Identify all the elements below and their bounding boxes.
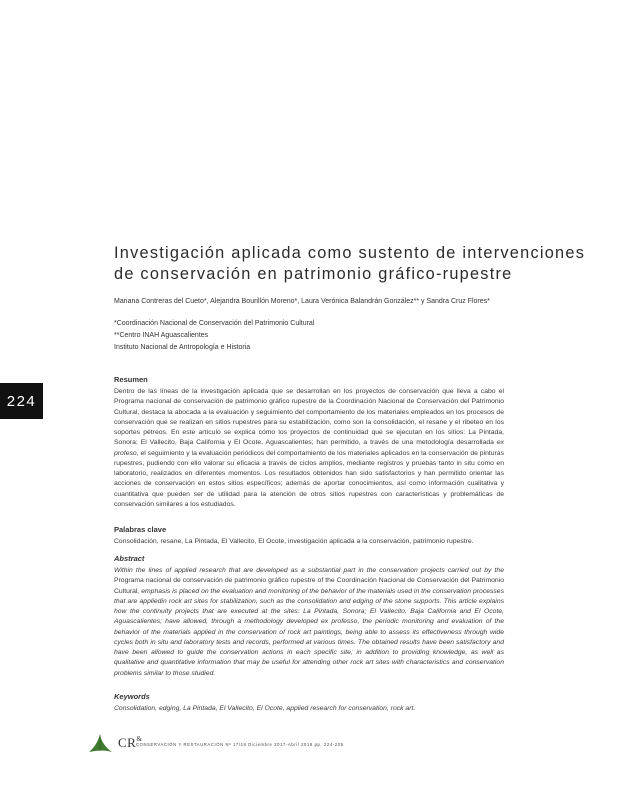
abstract-text bbox=[114, 566, 504, 679]
abstract-program-name: Programa nacional de conservación de patrimonio gráfico rupestre of the Coordinación Nacional de Conservación del Patrimonio Cultural bbox=[114, 577, 504, 595]
keywords-text: Consolidation, edging, La Pintada, El Vallecito, El Ocote, applied research for conservation, rock art. bbox=[114, 705, 416, 712]
title-line-1: Investigación aplicada como sustento de intervenciones bbox=[114, 243, 586, 262]
abstract-text-part2: , emphasis is placed on the evaluation and monitoring of the behavior of the materials used in the conservation processes that are appliedin rock art sites for stabilization, such as the consolidation and edging of the stone supports. This article explains how the continuity projects that are executed at the sites: La Pintada, Sonora; El Vallecito, Baja California and El Ocote, Aguascalientes; have allowed, through a methodology developed ex professo, the periodic monitoring and evaluation of the behavior of the materials applied in the conservation of rock art paintings, being able to assess its effectiveness through wide cycles both in situ and laboratory tests and records, performed at various times. The obtained results have been satisfactory and have been allowed to guide the conservation actions in each specific site; in addition to providing knowledge, as well as qualitative and quantitative information that may be useful for attending other rock art sites with characteristics and conservation problems similar to those studied. bbox=[114, 587, 504, 677]
journal-citation: CONSERVACIÓN Y RESTAURACIÓN Nº 17/18 Diciembre 2017-Abril 2018 pp. 224-235 bbox=[136, 742, 344, 747]
resumen-text bbox=[114, 387, 504, 510]
affiliation-2: **Centro INAH Aguascalientes bbox=[114, 332, 209, 339]
leaf-logo-icon bbox=[86, 732, 114, 754]
author-list: Mariana Contreras del Cueto*, Alejandra Bourillón Moreno*, Laura Verónica Balandrán González** y Sandra Cruz Flores* bbox=[114, 298, 490, 305]
resumen-text-part2: , el seguimiento y la evaluación periódicos del comportamiento de los materiales aplicados en la conservación de pinturas rupestres, pudiendo con ello valorar su eficacia a través de ciclos amplios, mediante registros y pruebas tanto in situ como en laboratorio, realizados en diferentes momentos. Los resultados obtenidos han sido satisfactorios y han permitido orientar las acciones de conservación en estos sitios específicos; además de aportar conocimientos, así como información cualitativa y cuantitativa que pueden ser de utilidad para la atención de otros sitios rupestres con características y problemáticas de conservación similares a los estudiados. bbox=[114, 449, 504, 508]
keywords-section bbox=[114, 692, 504, 714]
page-number: 224 bbox=[6, 392, 37, 410]
journal-footer bbox=[86, 732, 526, 754]
title-line-2: de conservación en patrimonio gráfico-rupestre bbox=[114, 264, 513, 283]
journal-logo-text: CR bbox=[118, 735, 137, 750]
keywords-heading: Keywords bbox=[114, 692, 150, 701]
resumen-text-part1: Dentro de las líneas de la investigación aplicada que se desarrollan en los proyectos de conservación que lleva a cabo el Programa nacional de conservación de patrimonio gráfico rupestre de la Coordinación Nacional de Conservación del Patrimonio Cultural, destaca la abocada a la evaluación y seguimiento del comportamiento de los materiales empleados en los procesos de conservación que se realizan en sitios rupestres para su estabilización, como son la consolidación, el resane y el ribeteo en los soportes pétreos. En este artículo se explica cómo los proyectos de continuidad que se ejecutan en los sitios: La Pintada, Sonora; El Vallecito, Baja California y El Ocote, Aguascalientes; han permitido, a través de una metodología desarrollada bbox=[114, 388, 504, 447]
affiliation-1: *Coordinación Nacional de Conservación del Patrimonio Cultural bbox=[114, 320, 315, 327]
palabras-clave-section bbox=[114, 525, 504, 547]
affiliation-3: Instituto Nacional de Antropología e Historia bbox=[114, 344, 251, 351]
journal-logo-sup: & bbox=[136, 735, 143, 743]
abstract-section bbox=[114, 554, 504, 679]
affiliations bbox=[114, 318, 514, 354]
resumen-text-emphasis: ex profeso bbox=[114, 439, 504, 457]
palabras-clave-text: Consolidación, resane, La Pintada, El Vallecito, El Ocote, investigación aplicada a la conservación, patrimonio rupestre. bbox=[114, 538, 474, 545]
page-number-tab bbox=[0, 383, 43, 419]
abstract-heading: Abstract bbox=[114, 554, 145, 563]
article-title bbox=[114, 242, 586, 284]
abstract-text-part1: Within the lines of applied research that are developed as a substantial part in the conservation projects carried out by the bbox=[114, 567, 504, 574]
palabras-clave-heading: Palabras clave bbox=[114, 525, 167, 534]
resumen-heading: Resumen bbox=[114, 375, 148, 384]
resumen-section bbox=[114, 375, 504, 510]
